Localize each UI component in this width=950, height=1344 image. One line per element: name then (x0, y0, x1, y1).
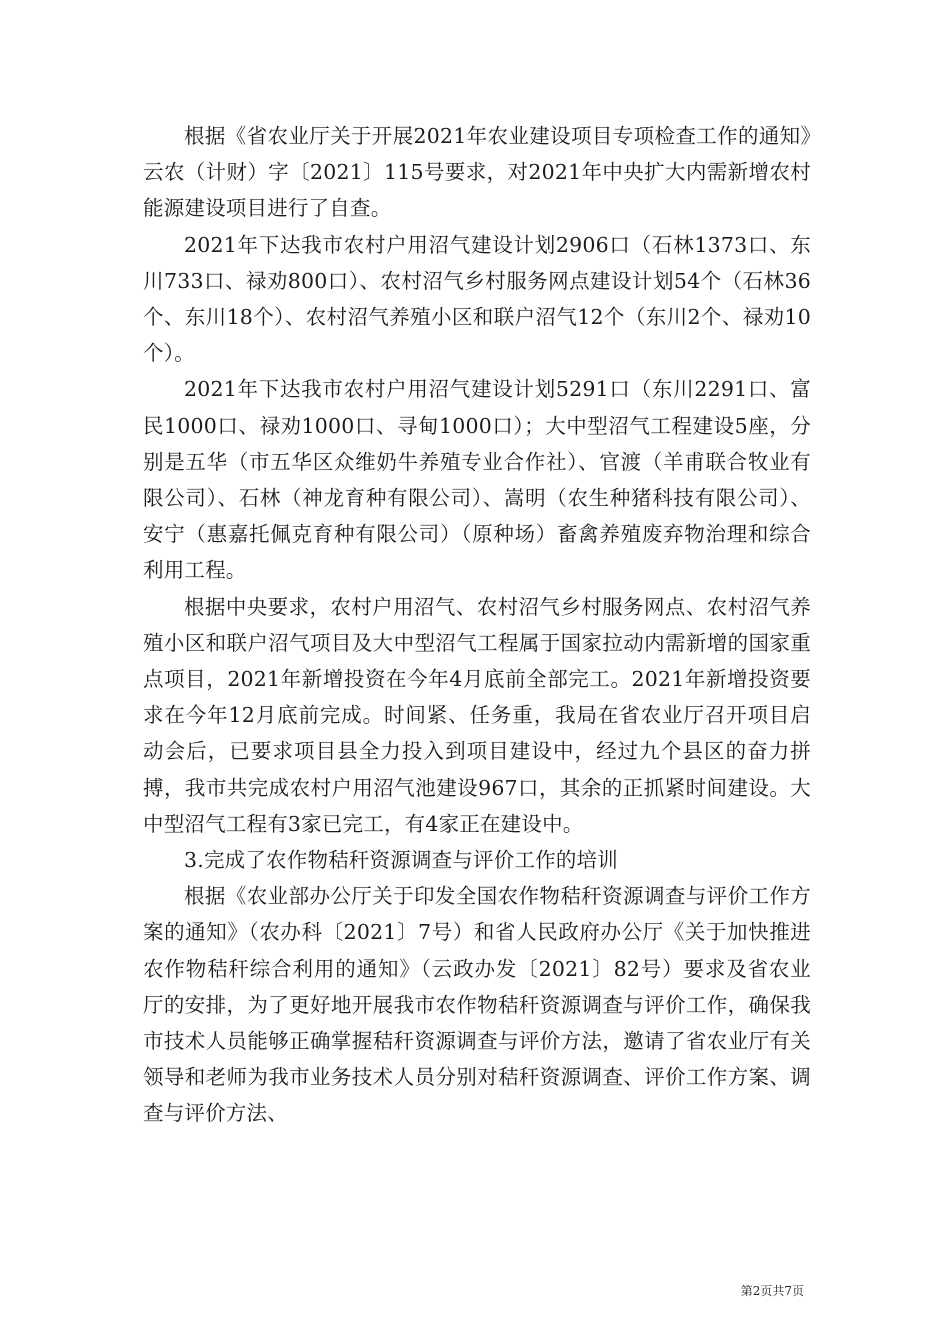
paragraph-straw-survey-training: 根据《农业部办公厅关于印发全国农作物秸秆资源调查与评价工作方案的通知》（农办科〔2021〕7号）和省人民政府办公厅《关于加快推进农作物秸秆综合利用的通知》（云政办发〔2021〕82号）要求及省农业厅的安排，为了更好地开展我市农作物秸秆资源调查与评价工作，确保我市技术人员能够正确掌握秸秆资源调查与评价方法，邀请了省农业厅有关领导和老师为我市业务技术人员分别对秸秆资源调查、评价工作方案、调查与评价方法、 (143, 884, 811, 1126)
page-number-footer: 第2页共7页 (740, 1284, 804, 1298)
document-body (143, 118, 811, 1132)
paragraph-household-biogas-plan-2906: 2021年下达我市农村户用沼气建设计划2906口（石林1373口、东川733口、禄劝800口）、农村沼气乡村服务网点建设计划54个（石林36个、东川18个）、农村沼气养殖小区和联户沼气12个（东川2个、禄劝10个）。 (143, 232, 811, 366)
paragraph-self-inspection-intro: 根据《省农业厅关于开展2021年农业建设项目专项检查工作的通知》云农（计财）字〔2021〕115号要求，对2021年中央扩大内需新增农村能源建设项目进行了自查。 (143, 124, 811, 221)
paragraph-central-requirements-progress: 根据中央要求，农村户用沼气、农村沼气乡村服务网点、农村沼气养殖小区和联户沼气项目及大中型沼气工程属于国家拉动内需新增的国家重点项目，2021年新增投资在今年4月底前全部完工。2021年新增投资要求在今年12月底前完成。时间紧、任务重，我局在省农业厅召开项目启动会后，已要求项目县全力投入到项目建设中，经过九个县区的奋力拼搏，我市共完成农村户用沼气池建设967口，其余的正抓紧时间建设。大中型沼气工程有3家已完工，有4家正在建设中。 (143, 594, 811, 836)
paragraph-household-biogas-plan-5291: 2021年下达我市农村户用沼气建设计划5291口（东川2291口、富民1000口、禄劝1000口、寻甸1000口）；大中型沼气工程建设5座，分别是五华（市五华区众维奶牛养殖专业合作社）、官渡（羊甫联合牧业有限公司）、石林（神龙育种有限公司）、嵩明（农生种猪科技有限公司）、安宁（惠嘉托佩克育种有限公司）（原种场）畜禽养殖废弃物治理和综合利用工程。 (143, 377, 811, 583)
section-heading-straw-survey-training: 3.完成了农作物秸秆资源调查与评价工作的培训 (184, 848, 618, 873)
